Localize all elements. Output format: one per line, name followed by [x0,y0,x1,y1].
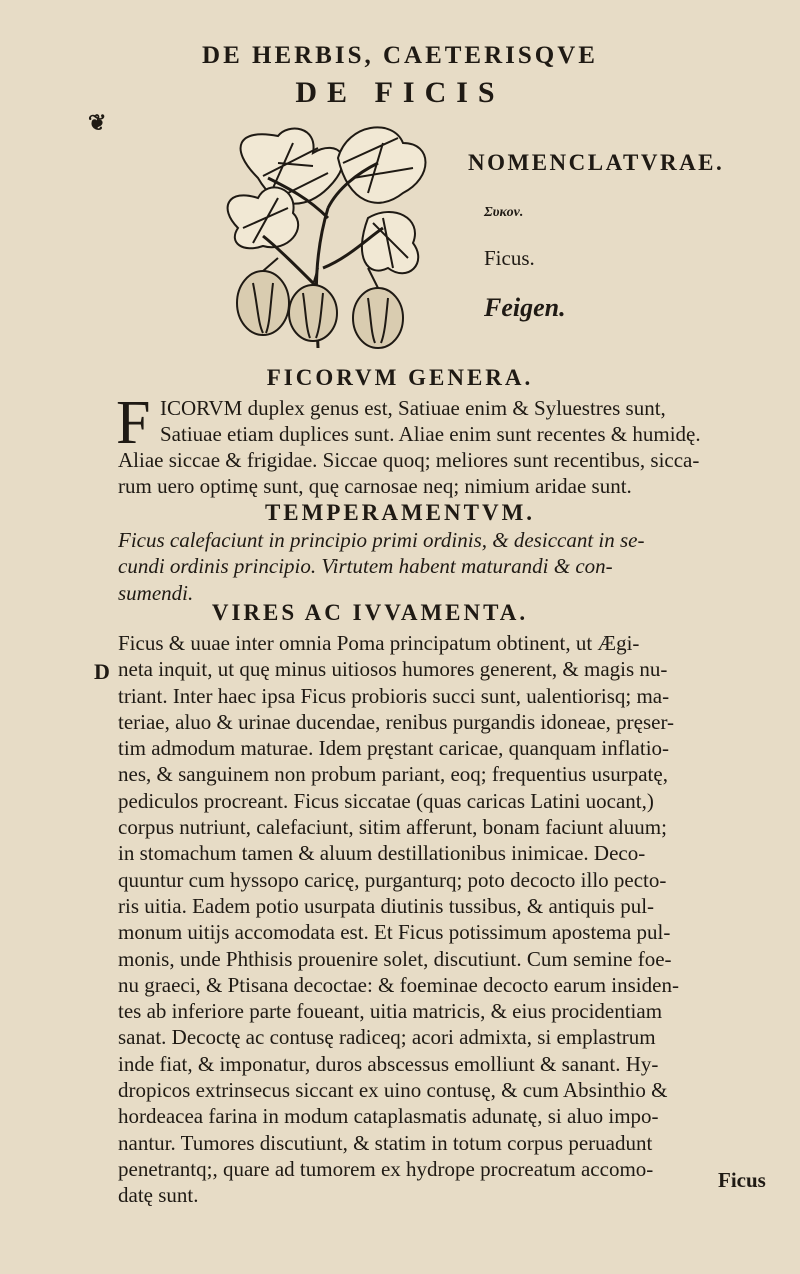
text-line: Ficus & uuae inter omnia Poma principatum obtinent, ut Ægi- [118,631,640,655]
text-line: neta inquit, ut quę minus uitiosos humores generent, & magis nu- [118,657,668,682]
running-head: DE HERBIS, CAETERISQVE [202,42,598,69]
text-line: rum uero optimę sunt, quę carnosae neq; nimium aridae sunt. [118,474,632,499]
text-line: inde fiat, & imponatur, duros abscessus emolliunt & sanant. Hy- [118,1051,659,1076]
margin-letter: D [94,659,110,684]
text-line: sanat. Decoctę ac contusę radiceq; acori admixta, si emplastrum [118,1025,656,1050]
text-line: ICORVM duplex genus est, Satiuae enim & Syluestres sunt, [160,396,666,420]
text-line: pediculos procreant. Ficus siccatae (quas caricas Latini uocant,) [118,788,654,813]
margin-ornament: ❦ [88,110,107,136]
german-name: Feigen. [484,293,566,322]
text-line: tim admodum maturae. Idem pręstant caricae, quanquam inflatio- [118,736,670,761]
temperamentum-paragraph [118,527,784,606]
text-line: triant. Inter haec ipsa Ficus probioris succi sunt, ualentiorisq; ma- [118,683,670,708]
catchword: Ficus [718,1168,766,1192]
chapter-title: DE FICIS [295,76,505,109]
text-line: Aliae siccae & frigidae. Siccae quoq; meliores sunt recentibus, sicca- [118,448,700,472]
text-line: quuntur cum hyssopo caricę, purganturq; poto decocto illo pecto- [118,867,667,892]
genera-paragraph [160,395,784,448]
nomenclature-heading: NOMENCLATVRAE. [468,150,725,175]
genera-paragraph-cont [118,447,784,500]
vires-heading: VIRES AC IVVAMENTA. [211,600,529,625]
text-line: hordeacea farina in modum cataplasmatis adunatę, si aluo impo- [118,1104,659,1129]
text-line: tes ab inferiore parte foueant, uitia matricis, & eius procidentiam [118,999,663,1024]
text-line: Ficus calefaciunt in principio primi ordinis, & desiccant in se- [118,528,645,552]
text-line: monum uitijs accomodata est. Et Ficus potissimum apostema pul- [118,920,671,945]
fig-woodcut-illustration [218,118,438,358]
text-line: penetrantq;, quare ad tumorem ex hydrope procreatum accomo- [118,1156,654,1181]
temperamentum-heading: TEMPERAMENTVM. [264,500,536,525]
text-line: nes, & sanguinem non probum pariant, eoq; frequentius usurpatę, [118,762,668,787]
text-line: datę sunt. [118,1183,199,1208]
latin-name: Ficus. [484,246,535,270]
text-line: in stomachum tamen & aluum destillationibus inimicae. Deco- [118,841,646,866]
drop-initial: F [116,389,151,457]
vires-paragraph [118,630,784,1209]
text-line: Satiuae etiam duplices sunt. Aliae enim sunt recentes & humidę. [160,422,701,447]
text-line: cundi ordinis principio. Virtutem habent maturandi & con- [118,554,613,579]
text-line: monis, unde Phthisis prouenire solet, discutiunt. Cum semine foe- [118,946,672,971]
greek-name: Συκον. [484,205,524,220]
text-line: nu graeci, & Ptisana decoctae: & foeminae decocto earum insiden- [118,972,679,997]
text-line: nantur. Tumores discutiunt, & statim in totum corpus peruadunt [118,1130,653,1155]
text-line: sumendi. [118,580,194,605]
text-line: corpus nutriunt, calefaciunt, sitim afferunt, bonam faciunt aluum; [118,815,667,840]
text-line: teriae, aluo & urinae ducendae, renibus purgandis idoneae, pręser- [118,709,675,734]
text-line: ris uitia. Eadem potio usurpata diutinis tussibus, & antiquis pul- [118,893,655,918]
genera-heading: FICORVM GENERA. [266,365,534,390]
text-line: dropicos extrinsecus siccant ex uino contusę, & cum Absinthio & [118,1078,668,1103]
